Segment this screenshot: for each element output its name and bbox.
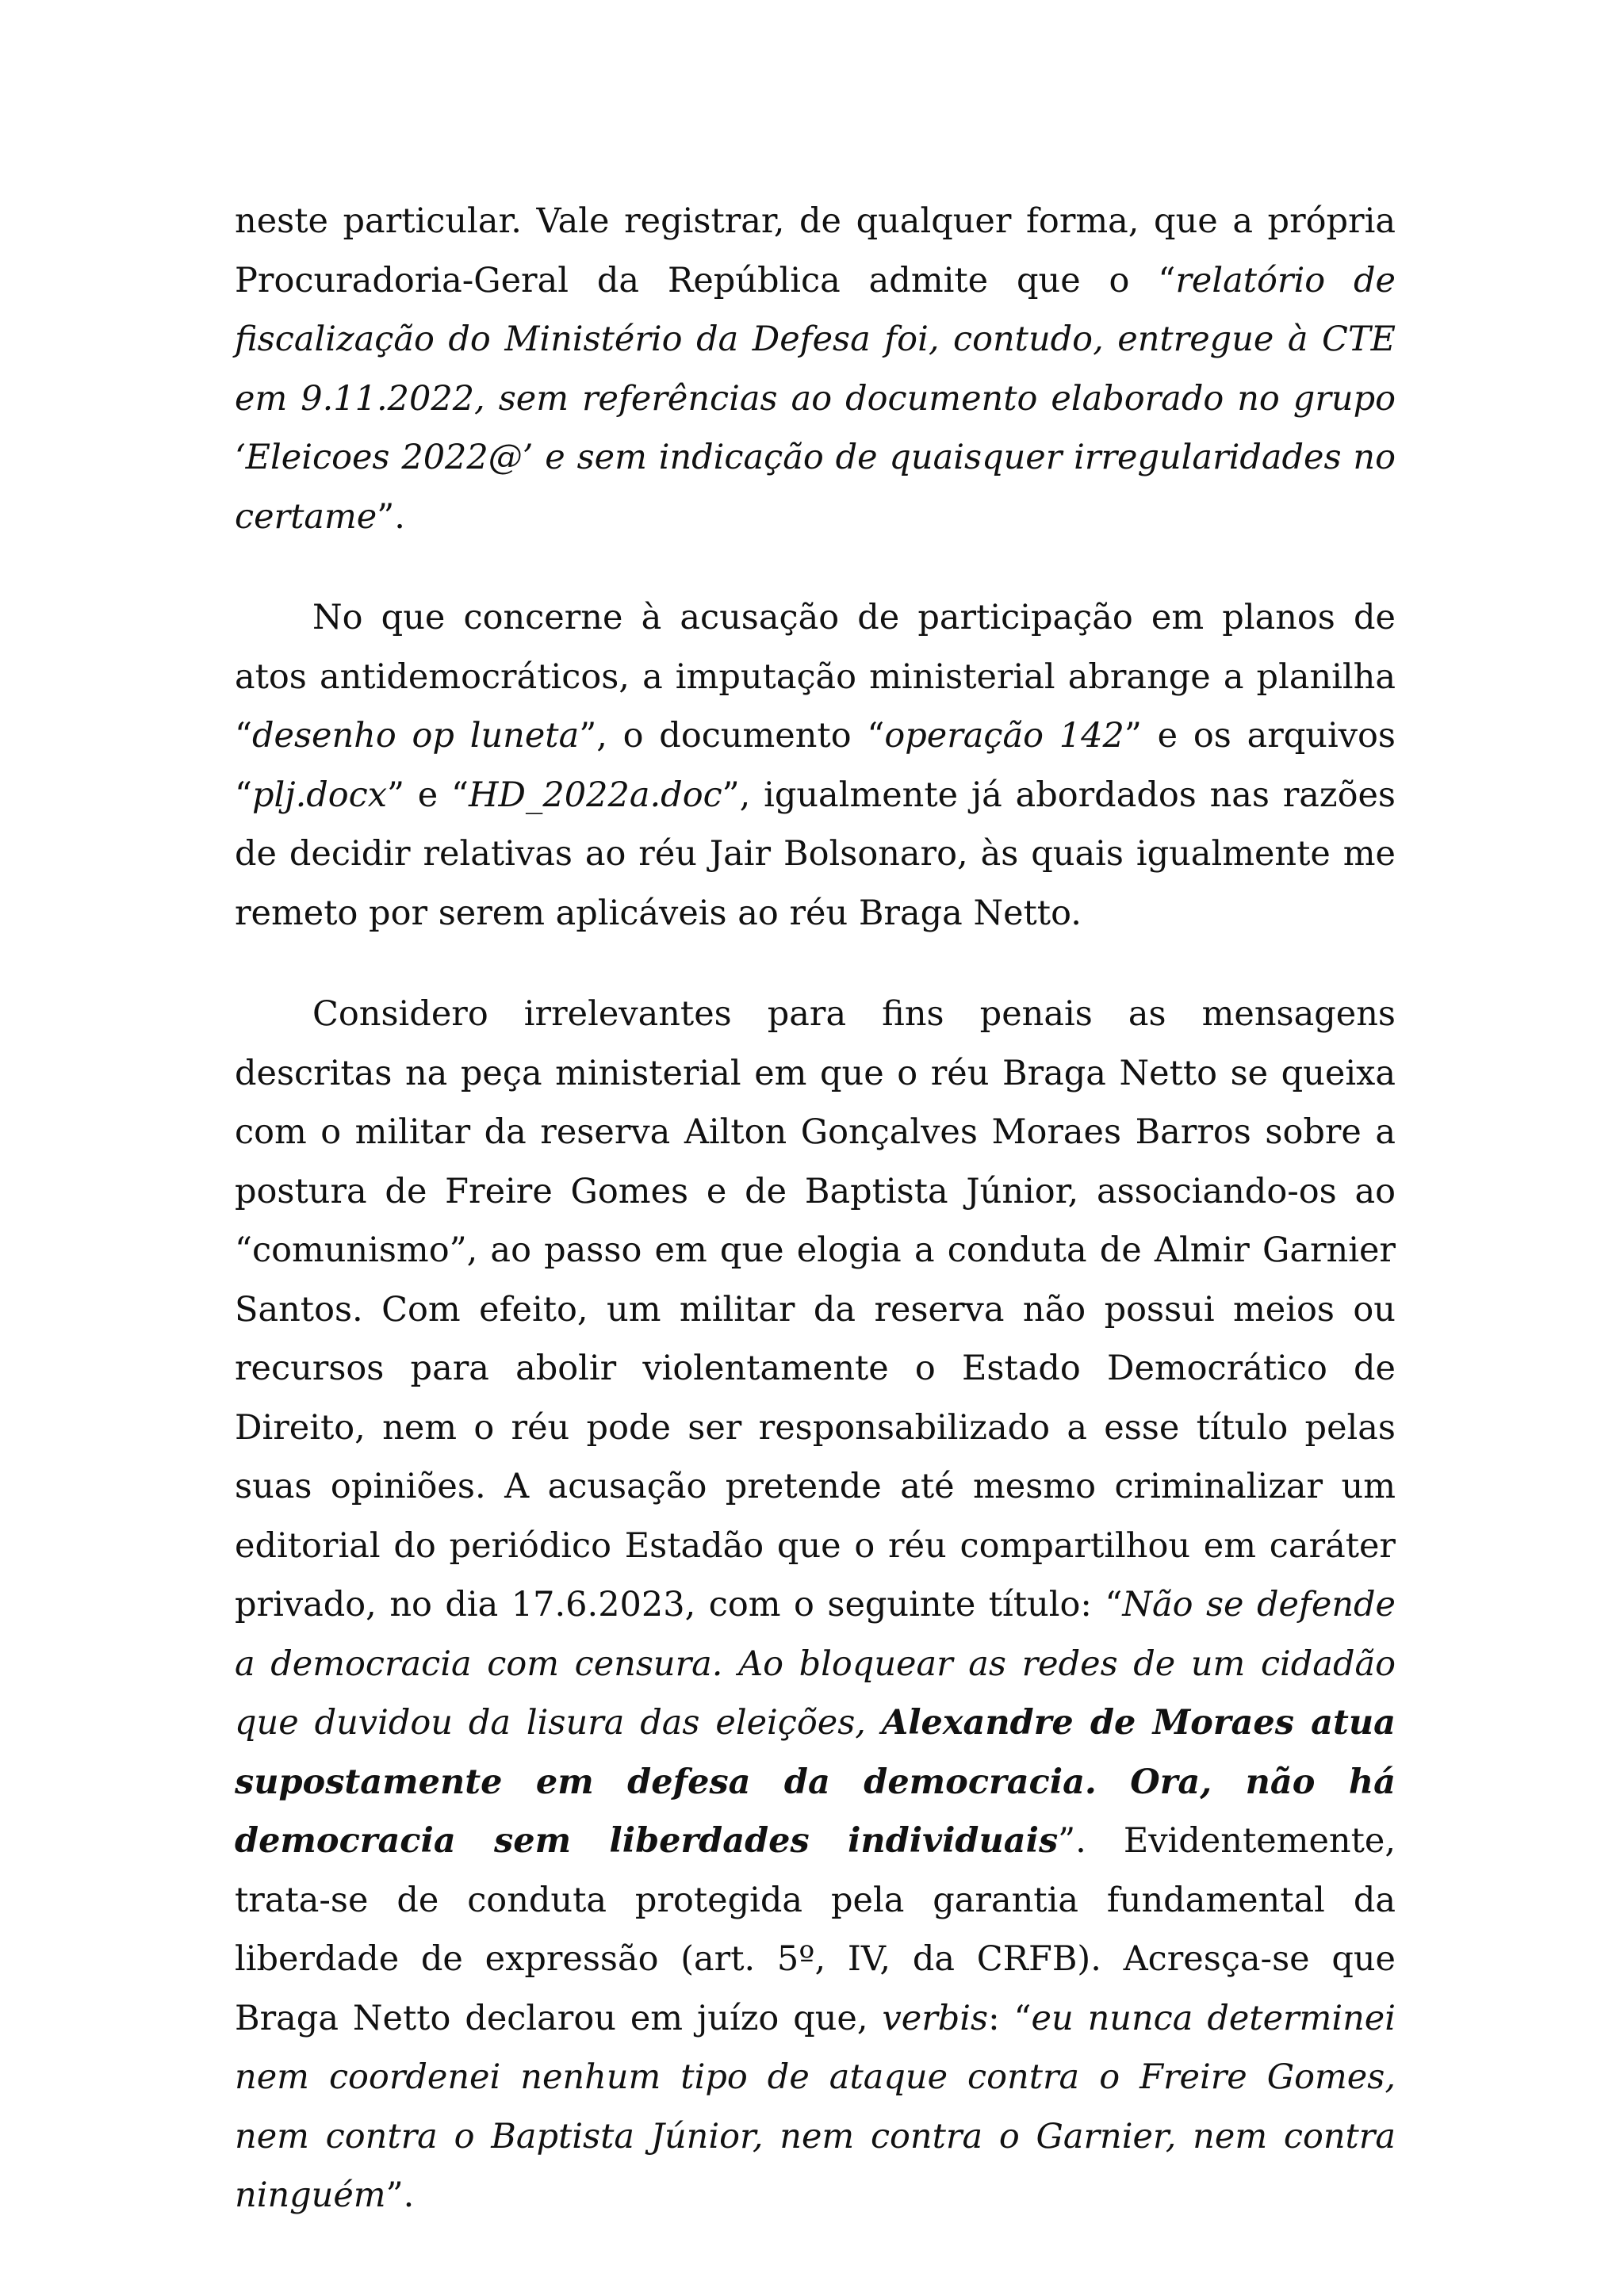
p2-text-2: ”, o documento “ <box>579 716 885 756</box>
p3-quote-2: verbis <box>882 1998 989 2038</box>
document-page <box>235 192 1396 2225</box>
p1-text-1: neste particular. Vale registrar, de qualquer forma, que a própria Procuradoria-Geral da República admite que o “ <box>235 201 1396 300</box>
p2-quote-4: HD_2022a.doc <box>468 775 722 815</box>
p2-text-4: ” e “ <box>387 775 469 815</box>
p3-quote-3: eu nunca determinei nem coordenei nenhum tipo de ataque contra o Freire Gomes, nem contra o Baptista Júnior, nem contra o Garnier, nem contra ninguém <box>235 1998 1396 2215</box>
p1-quote-1: relatório de fiscalização do Ministério da Defesa foi, contudo, entregue à CTE em 9.11.2022, sem referências ao documento elaborado no grupo ‘Eleicoes 2022@’ e sem indicação de quaisquer irregularidades no certame <box>235 260 1396 537</box>
paragraph-2 <box>235 588 1396 943</box>
p3-quote-1: Não se defende a democracia com censura. Ao bloquear as redes de um cidadão que duvidou da lisura das eleições, <box>235 1585 1396 1743</box>
paragraph-3 <box>235 985 1396 2225</box>
p2-text-5: ”, igualmente já abordados nas razões de decidir relativas ao réu Jair Bolsonaro, às quais igualmente me remeto por serem aplicáveis ao réu Braga Netto. <box>235 775 1396 933</box>
p2-quote-3: plj.docx <box>251 775 388 815</box>
p3-text-2: ”. Evidentemente, trata-se de conduta protegida pela garantia fundamental da liberdade de expressão (art. 5º, IV, da CRFB). Acresça-se que Braga Netto declarou em juízo que, <box>235 1821 1396 2038</box>
p3-text-1: Considero irrelevantes para fins penais as mensagens descritas na peça ministerial em que o réu Braga Netto se queixa com o militar da reserva Ailton Gonçalves Moraes Barros sobre a postura de Freire Gomes e de Baptista Júnior, associando-os ao “comunismo”, ao passo em que elogia a conduta de Almir Garnier Santos. Com efeito, um militar da reserva não possui meios ou recursos para abolir violentamente o Estado Democrático de Direito, nem o réu pode ser responsabilizado a esse título pelas suas opiniões. A acusação pretende até mesmo criminalizar um editorial do periódico Estadão que o réu compartilhou em caráter privado, no dia 17.6.2023, com o seguinte título: “ <box>235 994 1396 1624</box>
p3-text-3: : “ <box>988 1998 1032 2038</box>
p2-text-3: ” e os arquivos “ <box>235 716 1396 815</box>
p2-quote-1: desenho op luneta <box>251 716 580 756</box>
p1-text-2: ”. <box>377 496 405 537</box>
p2-text-1: No que concerne à acusação de participação em planos de atos antidemocráticos, a imputação ministerial abrange a planilha “ <box>235 598 1396 756</box>
p3-bold-quote: Alexandre de Moraes atua supostamente em defesa da democracia. Ora, não há democracia sem liberdades individuais <box>235 1703 1396 1861</box>
p2-quote-2: operação 142 <box>884 716 1124 756</box>
p3-text-4: ”. <box>385 2175 415 2215</box>
paragraph-1 <box>235 192 1396 546</box>
